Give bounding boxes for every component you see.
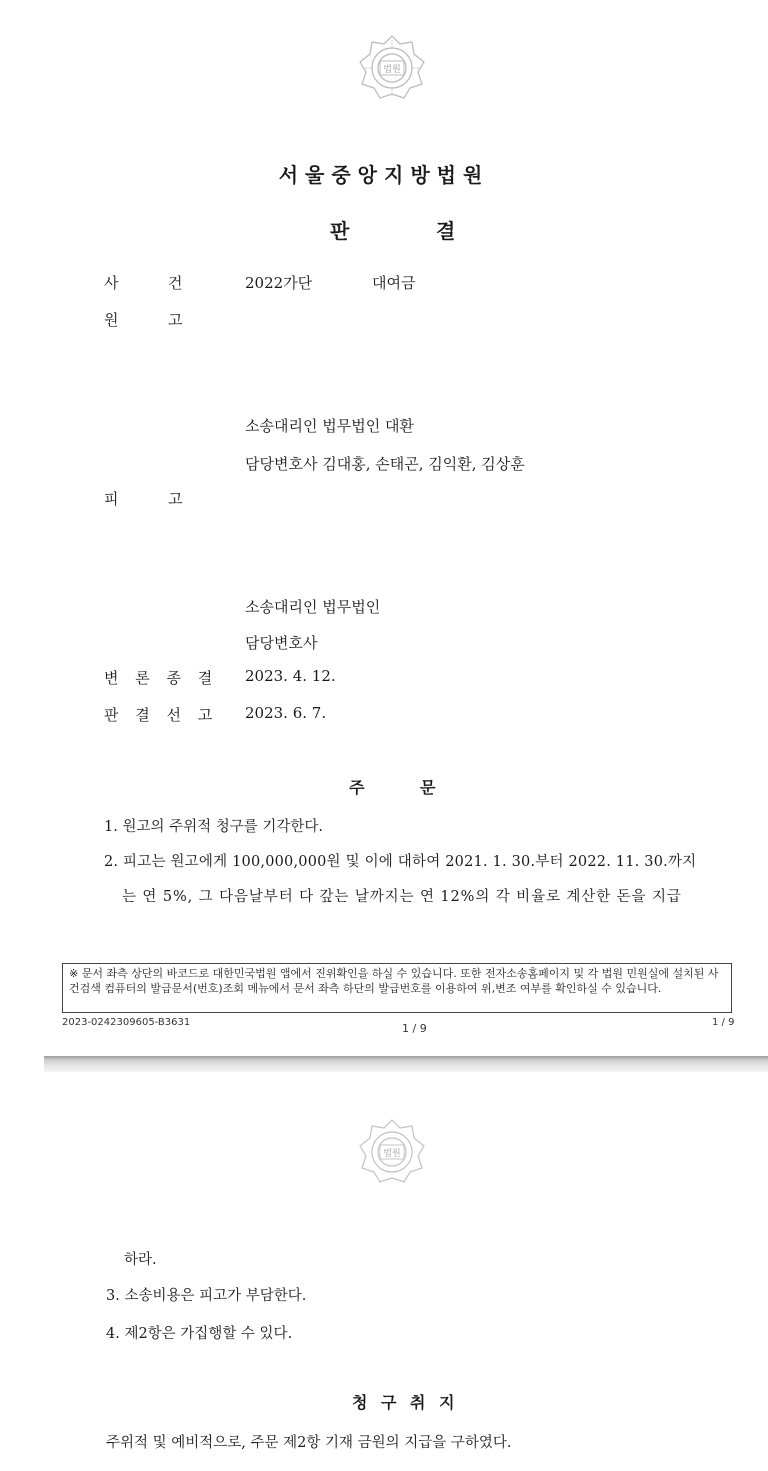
case-number: 2022가단 bbox=[245, 274, 313, 292]
defendant-attorneys: 담당변호사 bbox=[245, 634, 318, 652]
defendant-attorney-firm: 소송대리인 법무법인 bbox=[245, 598, 381, 616]
case-label-1: 사 bbox=[104, 274, 119, 292]
order-item-2-continued: 하라. bbox=[124, 1252, 157, 1268]
verdict-label: 판 결 선 고 bbox=[104, 706, 219, 724]
authenticity-notice: ※ 문서 좌측 상단의 바코드로 대한민국법원 앱에서 진위확인을 하실 수 있습니다. 또한 전자소송홈페이지 및 각 법원 민원실에 설치된 사건검색 컴퓨터의 발급문서(번호)조회 메뉴에서 문서 좌측 하단의 발급번호를 이용하여 위,변조 여부를 확인하실 수 있습니다. bbox=[62, 963, 732, 1013]
case-label-2: 건 bbox=[168, 274, 183, 292]
court-name: 서울중앙지방법원 bbox=[278, 163, 490, 187]
claim-title: 청 구 취 지 bbox=[352, 1393, 459, 1412]
order-item-2-line2: 는 연 5%, 그 다음날부터 다 갚는 날까지는 연 12%의 각 비율로 계산한 돈을 지급 bbox=[122, 889, 682, 905]
plaintiff-label-1: 원 bbox=[104, 311, 119, 329]
defendant-label-1: 피 bbox=[104, 490, 119, 508]
judgment-page-2 bbox=[0, 1072, 768, 1471]
page-separator bbox=[44, 1056, 768, 1072]
seal-text: 법원 bbox=[383, 65, 401, 75]
order-item-2-line1: 2. 피고는 원고에게 100,000,000원 및 이에 대하여 2021. 1. 30.부터 2022. 11. 30.까지 bbox=[104, 854, 697, 870]
plaintiff-attorneys: 담당변호사 김대홍, 손태곤, 김익환, 김상훈 bbox=[245, 455, 525, 473]
order-item-3: 3. 소송비용은 피고가 부담한다. bbox=[106, 1288, 307, 1304]
defendant-label-2: 고 bbox=[168, 490, 183, 508]
order-item-4: 4. 제2항은 가집행할 수 있다. bbox=[106, 1326, 293, 1342]
closing-label: 변 론 종 결 bbox=[104, 669, 219, 687]
claim-text: 주위적 및 예비적으로, 주문 제2항 기재 금원의 지급을 구하였다. bbox=[106, 1435, 512, 1451]
seal-text: 법원 bbox=[383, 1149, 401, 1159]
plaintiff-label-2: 고 bbox=[168, 311, 183, 329]
case-name: 대여금 bbox=[372, 274, 416, 292]
page-number-center: 1 / 9 bbox=[402, 1022, 427, 1035]
order-item-1: 1. 원고의 주위적 청구를 기각한다. bbox=[104, 819, 323, 835]
verdict-date: 2023. 6. 7. bbox=[245, 704, 327, 722]
order-title-part1: 주 bbox=[349, 778, 365, 797]
court-seal-icon bbox=[356, 32, 428, 104]
issue-number: 2023-0242309605-B3631 bbox=[62, 1017, 191, 1028]
closing-date: 2023. 4. 12. bbox=[245, 667, 336, 685]
plaintiff-attorney-firm: 소송대리인 법무법인 대환 bbox=[245, 417, 414, 435]
document-title-part2: 결 bbox=[436, 219, 456, 243]
order-title-part2: 문 bbox=[420, 778, 436, 797]
page-number-right: 1 / 9 bbox=[712, 1017, 735, 1028]
document-title-part1: 판 bbox=[330, 219, 350, 243]
court-seal-icon bbox=[356, 1116, 428, 1188]
